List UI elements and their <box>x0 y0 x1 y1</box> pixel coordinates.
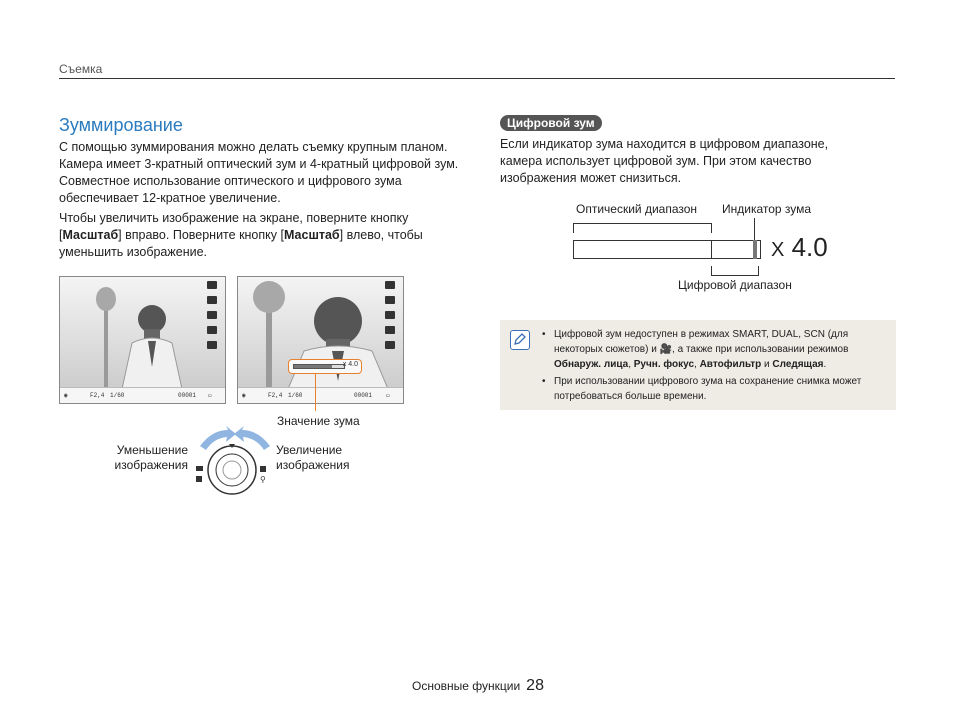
battery-icon: ▭ <box>208 392 212 399</box>
wide-icon <box>196 466 203 471</box>
zoomed-portrait-illustration <box>238 277 404 404</box>
digital-zoom-paragraph: Если индикатор зума находится в цифровом диапазоне, камера использует цифровой зум. При этом качество изображения может снизиться. <box>500 137 829 185</box>
shutter-value: 1/60 <box>110 392 125 399</box>
instruction-paragraph: Чтобы увеличить изображение на экране, поверните кнопку [Масштаб] вправо. Поверните кнопку [Масштаб] влево, чтобы уменьшить изображение. <box>59 211 423 259</box>
zoom-bar-fill <box>294 365 332 368</box>
note-list <box>542 327 892 406</box>
battery-icon: ▭ <box>386 392 390 399</box>
zoom-indicator-label: Индикатор зума <box>722 202 812 216</box>
note-box <box>500 320 896 410</box>
shutter-value: 1/60 <box>288 392 303 399</box>
zoom-out-label: Уменьшение изображения <box>114 443 188 472</box>
camera-mode-icon: ◉ <box>242 392 246 399</box>
zoom-readout: X 4.0 <box>771 232 828 262</box>
zoom-bar <box>293 364 345 369</box>
shot-count: 00001 <box>178 392 197 399</box>
camera-screen-left <box>59 276 226 404</box>
footer-label: Основные функции <box>412 679 521 693</box>
zoom-indicator-highlight <box>288 359 362 374</box>
camera-screen-right <box>237 276 404 404</box>
mode-icons <box>385 281 397 356</box>
zoom-value-label: Значение зума <box>277 414 360 428</box>
section-header: Съемка <box>59 62 103 76</box>
portrait-illustration <box>60 277 226 404</box>
page-number: 28 <box>526 677 544 694</box>
intro-paragraph: С помощью зуммирования можно делать съемку крупным планом. Камера имеет 3-кратный оптический зум и 4-кратный цифровой зум. Совместное использование оптического и цифрового зума обеспечивает 12-кратное увеличение. <box>59 140 459 205</box>
shot-count: 00001 <box>354 392 373 399</box>
status-bar <box>238 387 403 403</box>
note-item: • При использовании цифрового зума на сохранение снимка может потребоваться больше времени. <box>542 374 892 404</box>
zoom-value-readout: x 4.0 <box>342 361 358 368</box>
note-pencil-icon <box>510 330 530 350</box>
movie-icon: 🎥 <box>659 344 673 355</box>
camera-mode-icon: ◉ <box>64 392 68 399</box>
header-rule <box>59 78 895 79</box>
zoom-dial <box>190 424 280 504</box>
magnify-icon: ⚲ <box>260 475 266 484</box>
zoom-position-marker <box>753 240 757 259</box>
zoom-key-label: Масштаб <box>283 228 340 242</box>
digital-range-bracket <box>711 266 759 276</box>
thumbnail-icon <box>196 476 202 482</box>
zoom-in-label: Увеличение изображения <box>276 443 350 472</box>
page-title: Зуммирование <box>59 115 183 135</box>
mode-icons <box>207 281 219 356</box>
aperture-value: F2,4 <box>90 392 105 399</box>
callout-line <box>315 374 316 411</box>
aperture-value: F2,4 <box>268 392 283 399</box>
portrait-photo <box>60 277 225 403</box>
zoomed-portrait-photo <box>238 277 403 403</box>
digital-zoom-badge: Цифровой зум <box>500 115 602 131</box>
page-footer <box>412 677 544 695</box>
optical-range-bracket <box>573 223 712 233</box>
digital-range-label: Цифровой диапазон <box>678 278 792 292</box>
scene-mode-icons: SMART, DUAL, SCN <box>732 329 825 340</box>
note-item: • Цифровой зум недоступен в режимах SMART, DUAL, SCN (для некоторых сюжетов) и 🎥, а также при использовании режимов Обнаруж. лица, Ручн. фокус, Автофильтр и Следящая. <box>542 327 892 372</box>
range-divider <box>711 240 712 259</box>
optical-range-label: Оптический диапазон <box>576 202 698 216</box>
status-bar <box>60 387 225 403</box>
zoom-key-label: Масштаб <box>62 228 119 242</box>
indicator-pointer-line <box>754 218 755 240</box>
tele-icon <box>260 466 266 472</box>
zoom-range-bar <box>573 240 761 259</box>
